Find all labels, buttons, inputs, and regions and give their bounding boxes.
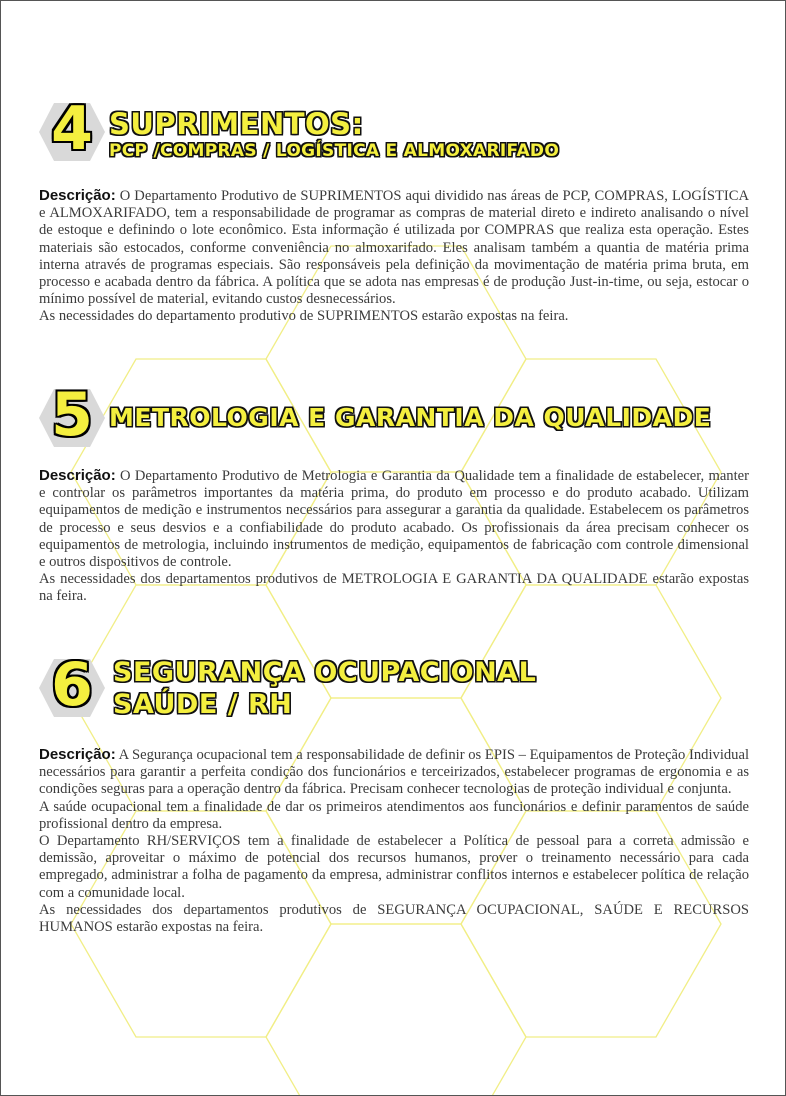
description-paragraph [39,746,749,799]
section-number-badge [37,94,107,164]
section-5-body [39,467,749,606]
paragraph: As necessidades dos departamentos produtivos de METROLOGIA E GARANTIA DA QUALIDADE estarão expostas na feira. [39,571,749,605]
section-4-header [37,94,737,181]
section-6-header [37,650,737,737]
description-label: Descrição: [39,746,116,763]
description-paragraph [39,187,749,308]
section-number: 5 [51,380,93,450]
description-label: Descrição: [39,467,116,484]
description-paragraph [39,467,749,571]
section-number-badge [37,650,107,720]
section-4-body [39,187,749,326]
paragraph: As necessidades dos departamentos produtivos de SEGURANÇA OCUPACIONAL, SAÚDE E RECURSOS HUMANOS estarão expostas na feira. [39,901,749,936]
paragraph-text: O Departamento Produtivo de SUPRIMENTOS aqui dividido nas áreas de PCP, COMPRAS, LOGÍSTICA e ALMOXARIFADO, tem a responsabilidade de programar as compras de material direto e indireto analisando o nível de estoque e definindo o lote econômico. Esta informação é utilizada por COMPRAS que realiza esta operação. Estes materiais são estocados, conforme conveniência no almoxarifado. Eles analisam também a quantia de matéria prima interna através de programas especiais. São responsáveis pela definição da movimentação de matéria prima bruta, em processo e acabada dentro da fábrica. A política que se adota nas empresas é de produção Just-in-time, ou seja, estocar o mínimo possível de material, evitando custos desnecessários. [39,188,749,308]
section-title: SEGURANÇA OCUPACIONAL [113,657,537,688]
section-subtitle: SAÚDE / RH [113,689,293,720]
paragraph-text: A Segurança ocupacional tem a responsabilidade de definir os EPIS – Equipamentos de Proteção Individual necessários para garantir a perfeita condição dos funcionários e terceirizados, estabelecer programas de ergonomia e as condições seguras para a operação dentro da fábrica. Precisam conhecer tecnologias de proteção individual e conjunta. [39,747,749,798]
description-label: Descrição: [39,187,116,204]
section-number-badge [37,380,107,450]
section-6-body [39,746,749,936]
paragraph-text: O Departamento Produtivo de Metrologia e Garantia da Qualidade tem a finalidade de estabelecer, manter e controlar os parâmetros importantes da matéria prima, do produto em processo e do produto acabado. Utilizam equipamentos de medição e instrumentos necessários para assegurar a garantia da qualidade. Estabelecem os parâmetros de processo e seus desvios e a confiabilidade do produto acabado. Os profissionais da área precisam conhecer os equipamentos de metrologia, incluindo instrumentos de medição, equipamentos de fabricação com controle dimensional e outros dispositivos de controle. [39,468,749,571]
section-subtitle: PCP /COMPRAS / LOGÍSTICA E ALMOXARIFADO [109,141,560,161]
paragraph: O Departamento RH/SERVIÇOS tem a finalidade de estabelecer a Política de pessoal para a correta admissão e demissão, aproveitar o máximo de potencial dos recursos humanos, prover o treinamento necessário para cada empregado, administrar a folha de pagamento da empresa, administrar conflitos internos e estabelecer política de relação com a comunidade local. [39,833,749,901]
section-number: 4 [51,94,93,164]
section-title: SUPRIMENTOS: [109,107,364,141]
section-number: 6 [51,650,93,720]
paragraph: A saúde ocupacional tem a finalidade de dar os primeiros atendimentos aos funcionários e definir paramentos de saúde profissional dentro da empresa. [39,798,749,832]
paragraph: As necessidades do departamento produtivo de SUPRIMENTOS estarão expostas na feira. [39,308,569,325]
section-title: METROLOGIA E GARANTIA DA QUALIDADE [109,403,712,432]
section-5-header [37,380,737,467]
